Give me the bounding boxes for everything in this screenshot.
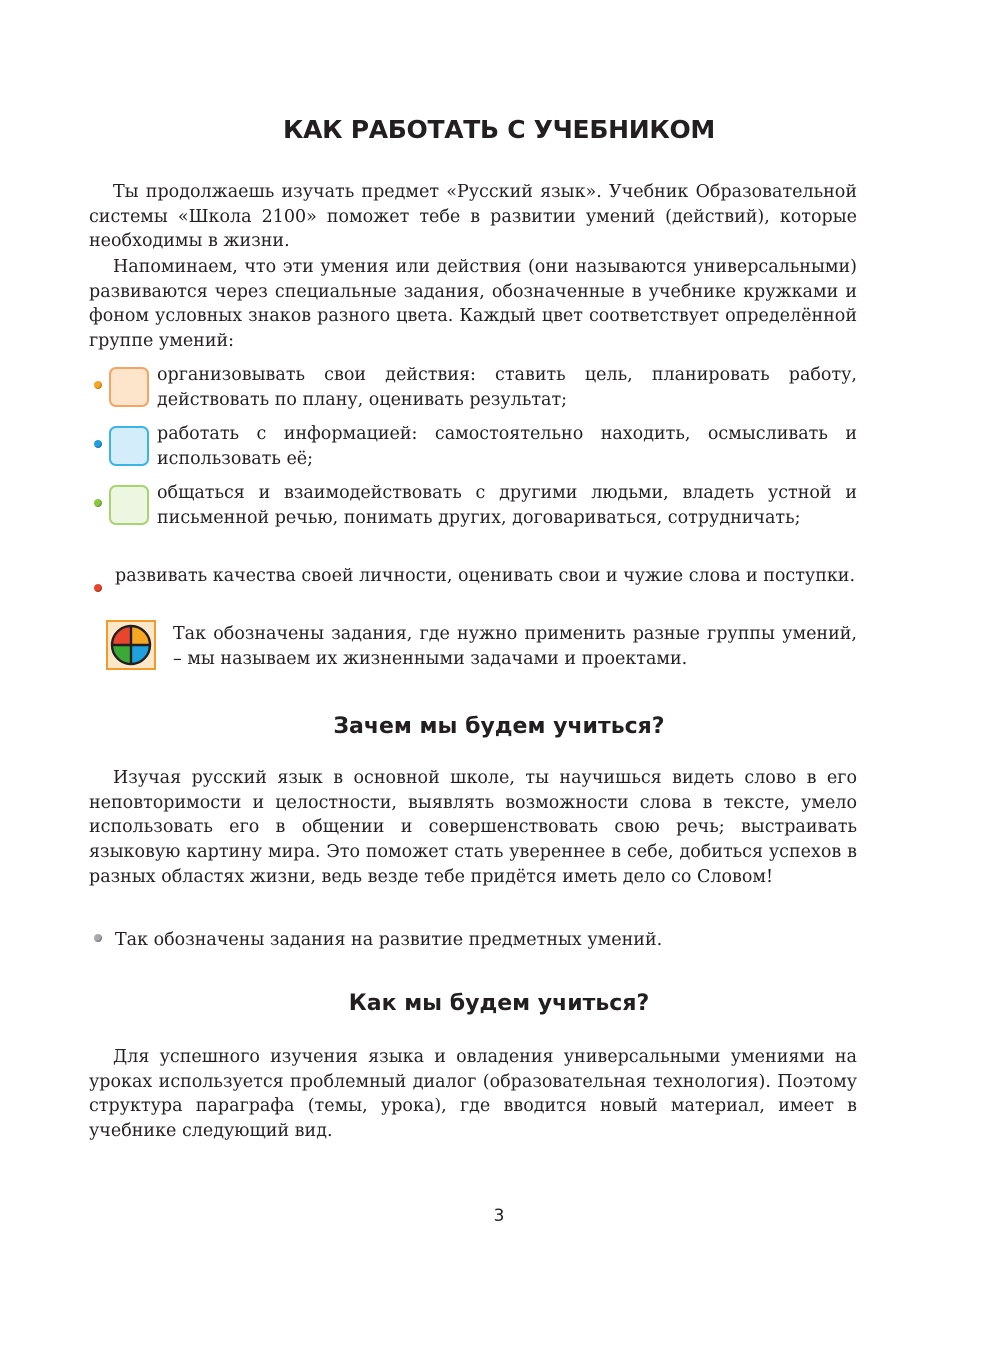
red-dot-icon [94, 584, 102, 592]
gray-dot-icon [94, 934, 102, 942]
how-paragraph: Для успешного изучения языка и овладения универсальными умениями на уроках используется проблемный диалог (образовательная технология). Поэтому структура параграфа (темы, урока), где вводится новый материал, имеет в учебнике следующий вид. [89, 1047, 857, 1142]
page-title: КАК РАБОТАТЬ С УЧЕБНИКОМ [283, 115, 715, 144]
subject-skills-text: Так обозначены задания на развитие предметных умений. [115, 930, 663, 950]
life-tasks-icon [106, 620, 156, 670]
page-number: 3 [493, 1206, 505, 1226]
how-heading: Как мы будем учиться? [348, 991, 650, 1016]
green-square-icon [109, 485, 149, 525]
skill-text-regulatory: организовывать свои действия: ставить цель, планировать работу, действовать по плану, оценивать результат; [157, 365, 857, 410]
orange-square-icon [109, 367, 149, 407]
blue-dot-icon [94, 440, 102, 448]
life-tasks-text: Так обозначены задания, где нужно применить разные группы умений, – мы называем их жизненными задачами и проектами. [173, 624, 857, 669]
orange-dot-icon [94, 381, 102, 389]
skill-text-personal: развивать качества своей личности, оценивать свои и чужие слова и поступки. [115, 566, 856, 586]
intro-paragraph-1: Ты продолжаешь изучать предмет «Русский язык». Учебник Образовательной системы «Школа 2100» поможет тебе в развитии умений (действий), которые необходимы в жизни. [89, 182, 857, 252]
four-color-circle-icon [108, 622, 154, 668]
blue-square-icon [109, 426, 149, 466]
why-paragraph: Изучая русский язык в основной школе, ты научишься видеть слово в его неповторимости и целостности, выявлять возможности слова в тексте, умело использовать его в общении и совершенствовать свою речь; выстраивать языковую картину мира. Это поможет стать увереннее в себе, добиться успехов в разных областях жизни, ведь везде тебе придётся иметь дело со Словом! [89, 768, 857, 887]
skill-text-communication: общаться и взаимодействовать с другими людьми, владеть устной и письменной речью, понимать других, договариваться, сотрудничать; [157, 483, 857, 528]
skill-text-information: работать с информацией: самостоятельно находить, осмысливать и использовать её; [157, 424, 857, 469]
why-heading: Зачем мы будем учиться? [333, 714, 665, 739]
green-dot-icon [94, 499, 102, 507]
intro-paragraph-2: Напоминаем, что эти умения или действия (они называются универсальными) развиваются через специальные задания, обозначенные в учебнике кружками и фоном условных знаков разного цвета. Каждый цвет соответствует определённой группе умений: [89, 257, 857, 352]
